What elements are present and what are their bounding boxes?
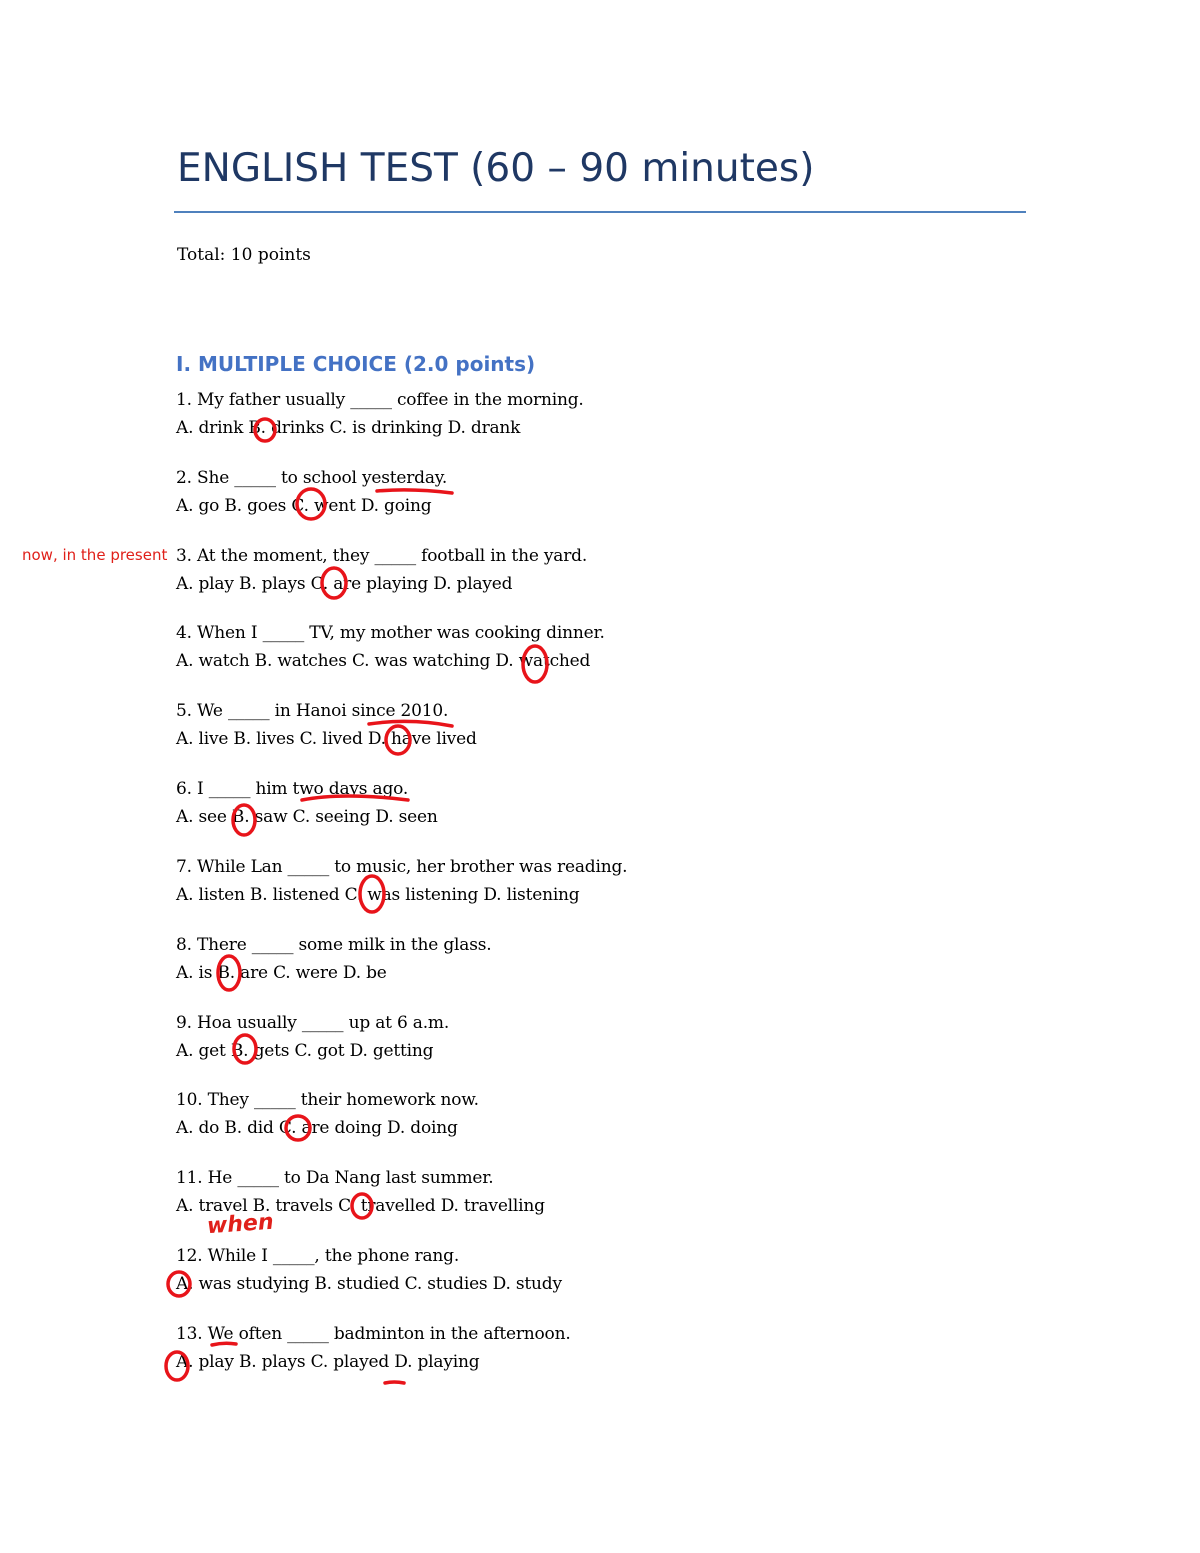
question-options: A. do B. did C. are doing D. doing bbox=[176, 1118, 458, 1138]
answer-circle bbox=[360, 876, 384, 912]
question-stem: 7. While Lan _____ to music, her brother was reading. bbox=[176, 857, 628, 877]
answer-circle bbox=[286, 1116, 310, 1140]
underline-mark bbox=[369, 721, 452, 726]
question-options: A. see B. saw C. seeing D. seen bbox=[176, 807, 438, 827]
underline-mark bbox=[377, 490, 452, 493]
answer-circle bbox=[218, 956, 240, 990]
underline-mark bbox=[385, 1382, 404, 1383]
question-stem: 8. There _____ some milk in the glass. bbox=[176, 935, 492, 955]
question-options: A. is B. are C. were D. be bbox=[176, 963, 387, 983]
question-stem: 3. At the moment, they _____ football in the yard. bbox=[176, 546, 588, 566]
question-options: A. get B. gets C. got D. getting bbox=[176, 1041, 434, 1061]
underline-mark bbox=[212, 1343, 236, 1345]
answer-circle bbox=[255, 419, 275, 441]
section-heading: I. MULTIPLE CHOICE (2.0 points) bbox=[176, 352, 536, 376]
answer-circle bbox=[233, 805, 255, 835]
question-options: A. drink B. drinks C. is drinking D. drank bbox=[176, 418, 521, 438]
question-stem: 2. She _____ to school yesterday. bbox=[176, 468, 448, 488]
question-options: A. was studying B. studied C. studies D. study bbox=[176, 1274, 562, 1294]
question-options: A. live B. lives C. lived D. have lived bbox=[176, 729, 477, 749]
question-stem: 9. Hoa usually _____ up at 6 a.m. bbox=[176, 1013, 450, 1033]
page-title: ENGLISH TEST (60 – 90 minutes) bbox=[177, 146, 815, 191]
answer-circle bbox=[166, 1352, 188, 1380]
answer-circle bbox=[322, 568, 346, 598]
question-options: A. play B. plays C. played D. playing bbox=[176, 1352, 480, 1372]
question-stem: 1. My father usually _____ coffee in the morning. bbox=[176, 390, 584, 410]
question-options: A. travel B. travels C. travelled D. travelling bbox=[176, 1196, 545, 1216]
question-options: A. go B. goes C. went D. going bbox=[176, 496, 432, 516]
question-options: A. listen B. listened C. was listening D. listening bbox=[176, 885, 580, 905]
question-stem: 6. I _____ him two days ago. bbox=[176, 779, 409, 799]
question-stem: 12. While I _____, the phone rang. bbox=[176, 1246, 460, 1266]
question-stem: 11. He _____ to Da Nang last summer. bbox=[176, 1168, 494, 1188]
question-options: A. play B. plays C. are playing D. played bbox=[176, 574, 513, 594]
question-stem: 13. We often _____ badminton in the afternoon. bbox=[176, 1324, 571, 1344]
question-stem: 10. They _____ their homework now. bbox=[176, 1090, 479, 1110]
answer-circle bbox=[523, 646, 547, 682]
total-points: Total: 10 points bbox=[177, 245, 311, 265]
question-options: A. watch B. watches C. was watching D. watched bbox=[176, 651, 591, 671]
question-stem: 5. We _____ in Hanoi since 2010. bbox=[176, 701, 449, 721]
answer-circle bbox=[234, 1035, 256, 1063]
answer-circle bbox=[297, 489, 325, 519]
answer-circle bbox=[352, 1194, 372, 1218]
answer-circle bbox=[386, 726, 410, 754]
answer-circle bbox=[168, 1272, 190, 1296]
margin-note: now, in the present bbox=[22, 546, 168, 564]
underline-mark bbox=[302, 796, 408, 800]
handwritten-word: when bbox=[206, 1209, 275, 1240]
question-stem: 4. When I _____ TV, my mother was cooking dinner. bbox=[176, 623, 605, 643]
